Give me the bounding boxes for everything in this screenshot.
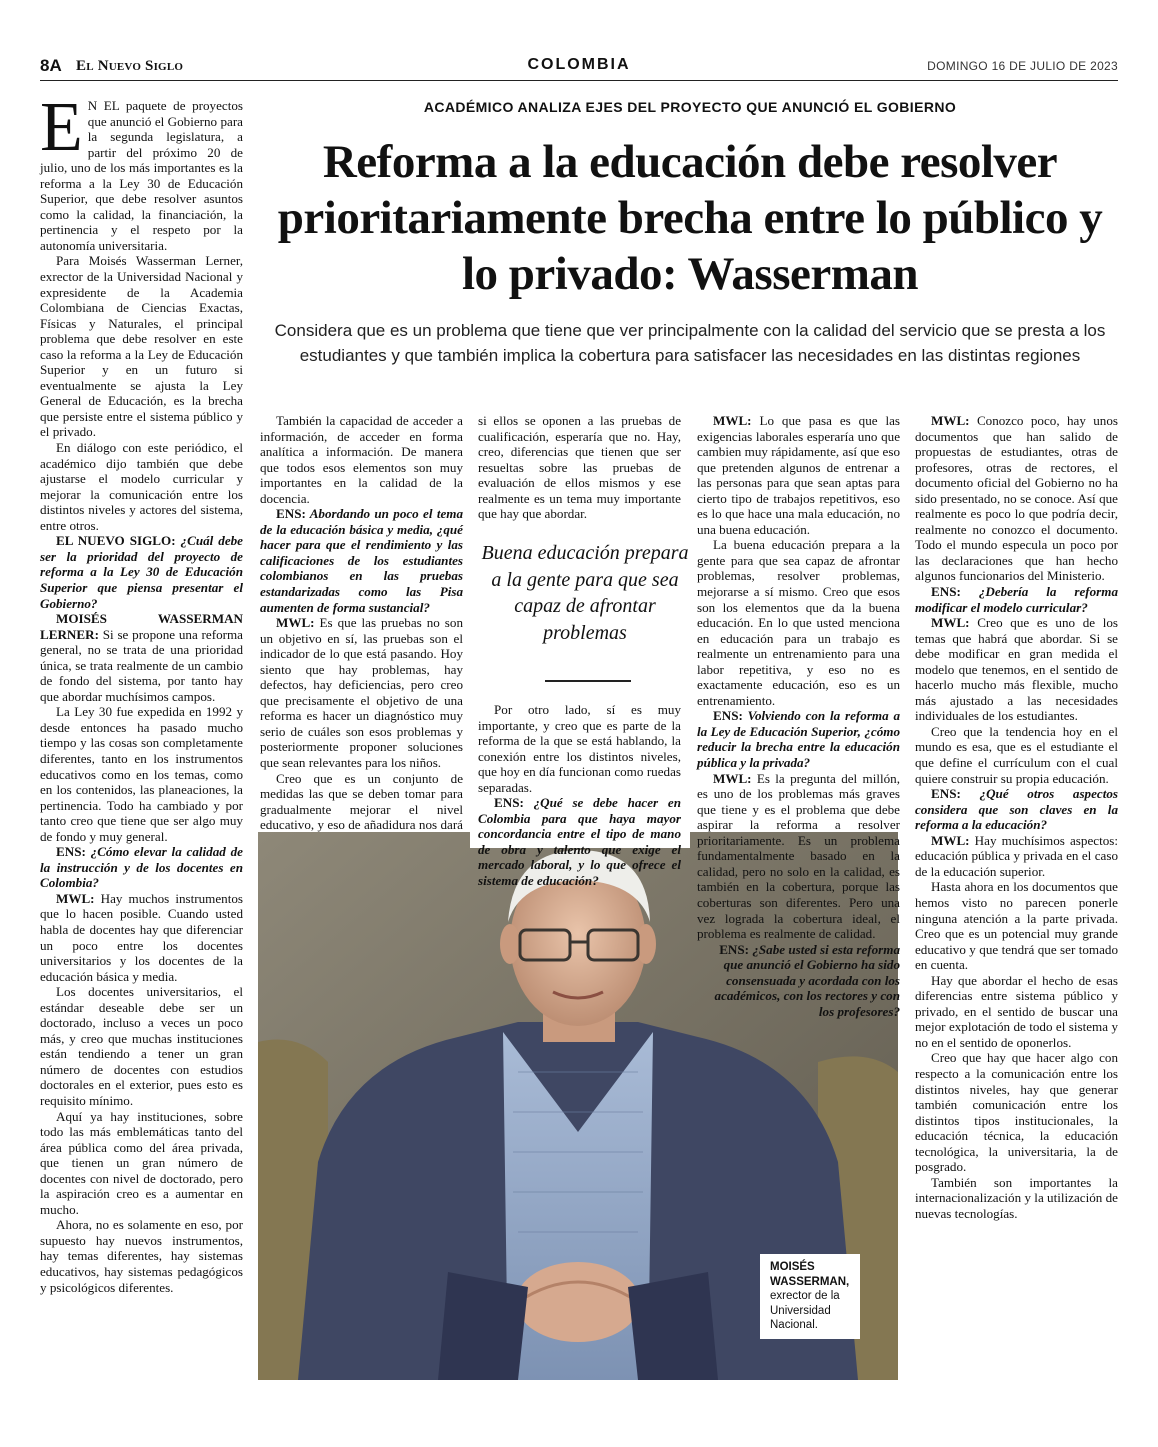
question: ENS: Volviendo con la reforma a la Ley de Educación Superior, ¿cómo reducir la brecha entre la educación pública y la privada? [697, 708, 900, 771]
column-1 [40, 89, 243, 1295]
paragraph: Para Moisés Wasserman Lerner, exrector de la Universidad Nacional y expresidente de la Academia Colombiana de Ciencias Exactas, Físicas y Naturales, el principal problema que debe resolver en este caso la reforma a la Ley de Educación Superior y en un futuro si eventualmente se ajusta la Ley General de Educación, es la brecha que persiste entre el sistema público y el privado. [40, 253, 243, 440]
paragraph: Ahora, no es solamente en eso, por supuesto hay nuevos instrumentos, hay temas diferentes, hay sistemas educativos, hay sistemas pedagógicos y psicológicos diferentes. [40, 1217, 243, 1295]
question: ENS: Abordando un poco el tema de la educación básica y media, ¿qué hacer para que el rendimiento y las calificaciones de los estudiantes colombianos en las pruebas estandarizadas como las Pisa aumenten de forma sustancial? [260, 506, 463, 615]
paragraph: Creo que la tendencia hoy en el mundo es esa, que es el estudiante el que define el currículum con el cual quiere construir su propia educación. [915, 723, 1118, 786]
question: EL NUEVO SIGLO: ¿Cuál debe ser la prioridad del proyecto de reforma a la Ley 30 de Educación Superior que piensa presentar el Gobierno? [40, 533, 243, 611]
paragraph: Creo que hay que hacer algo con respecto a la comunicación entre los distintos niveles, hay que generar también comunicación entre los distintos tipos institucionales, la educación técnica, la educación tecnológica, la universitaria, la de posgrado. [915, 1050, 1118, 1175]
paragraph: Los docentes universitarios, el estándar deseable debe ser un doctorado, incluso a veces un poco más, y creo que muchas instituciones están tendiendo a tener un gran número de docentes con estudios doctorales en el exterior, pues esto es requisito mínimo. [40, 984, 243, 1108]
question: ENS: ¿Cómo elevar la calidad de la instrucción y de los docentes en Colombia? [40, 844, 243, 891]
paragraph: En diálogo con este periódico, el académico dijo también que debe ajustarse el modelo curricular y mejorar la comunicación entre los distintos niveles y actores del sistema, entre otros. [40, 440, 243, 533]
headline: Reforma a la educación debe resolver prioritariamente brecha entre lo público y lo privado: Wasserman [277, 136, 1103, 300]
paragraph: La Ley 30 fue expedida en 1992 y desde entonces ha pasado mucho tiempo y las cosas son completamente diferentes, tanto en los instrumentos educativos como en los temas, como en los contenidos, las planeaciones, la pertinencia. Todo ha cambiado y por tanto creo que tiene que ser algo muy de fondo y muy general. [40, 704, 243, 844]
paragraph: Creo que es un conjunto de medidas las que se deben tomar para gradualmente mejorar el nivel educativo, y eso de añadidura nos dará [260, 770, 463, 833]
paragraph: Hay que abordar el hecho de esas diferencias entre sistema público y privado, en el sentido de buscar una mejor explotación de todo el sistema y no en el sentido de oponerlos. [915, 972, 1118, 1050]
answer: MWL: Hay muchísimos aspectos: educación pública y privada en el caso de la educación superior. [915, 832, 1118, 879]
drop-cap: E [40, 89, 83, 166]
caption-role: exrector de la Universidad Nacional. [770, 1290, 840, 1331]
caption-name: MOISÉS WASSERMAN, [770, 1261, 850, 1288]
answer: MWL: Es que las pruebas no son un objetivo en sí, las pruebas son el indicador de lo que está pasando. Hoy siento que hay problemas, hay defectos, hay deficiencias, pero creo que precisamente el objetivo de una reforma es hacer un diagnóstico muy serio de cuáles son esos problemas y posteriormente proponer soluciones que sean relevantes para los niños. [260, 615, 463, 771]
column-5 [915, 413, 1118, 1221]
paragraph: La buena educación prepara a la gente para que sea capaz de afrontar problemas, resolver problemas, mejorarse a sí mismo. Creo que esos son los elementos que da la buena educación. En lo que usted menciona en educación para un trabajo es realmente un entrenamiento para una labor repetitiva, y eso no es exactamente educación, eso es un entrenamiento. [697, 537, 900, 708]
answer: MWL: Creo que es uno de los temas que habrá que abordar. Si se debe modificar en gran medida el modelo que tenemos, en el sentido de hacerlo mucho más flexible, mucho más ajustado a las necesidades individuales de los estudiantes. [915, 615, 1118, 724]
section-name: COLOMBIA [527, 56, 631, 73]
column-3-top [478, 413, 681, 522]
column-4 [697, 413, 900, 1019]
lead-paragraph: E N EL paquete de proyectos que anunció el Gobierno para la segunda legislatura, a partir del próximo 20 de julio, uno de los más importantes es la reforma a la Ley 30 de Educación Superior, que debe resolver asuntos como la calidad, la financiación, la pertinencia y el respeto por la autonomía universitaria. [40, 89, 243, 253]
kicker: ACADÉMICO ANALIZA EJES DEL PROYECTO QUE ANUNCIÓ EL GOBIERNO [423, 99, 957, 115]
masthead [40, 56, 1118, 78]
question: ENS: ¿Sabe usted si esta reforma que anunció el Gobierno ha sido consensuada y acordada con los académicos, con los rectores y con los profesores? [714, 941, 900, 1019]
deck: Considera que es un problema que tiene que ver principalmente con la calidad del servicio que se presta a los estudiantes y que también implica la cobertura para satisfacer las necesidades en las distintas regiones [274, 321, 1106, 365]
answer: MWL: Conozco poco, hay unos documentos que han salido de propuestas de estudiantes, otras de profesores, otras de rectores, el documento oficial del Gobierno no ha sido presentado, no se conoce. Así que realmente es poco lo que podría decir, realmente no conozco el documento. Todo el mundo especula un poco por las declaraciones que han hecho algunos funcionarios del Ministerio. [915, 413, 1118, 584]
answer: MWL: Lo que pasa es que las exigencias laborales esperaría uno que cambien muy rápidamente, así que eso que pretenden algunos de entrenar a las personas para que sean aptas para cierto tipo de trabajos repetitivos, eso es lo que hace una mala educación, no una buena educación. [697, 413, 900, 537]
photo-caption [760, 1254, 860, 1339]
paragraph: Hasta ahora en los documentos que hemos visto no parecen ponerle ninguna atención a la parte privada. Creo que es un potencial muy grande educativo y que tendrá que ser tomado en cuenta. [915, 879, 1118, 973]
pull-quote-rule [545, 680, 631, 682]
paragraph: Aquí ya hay instituciones, sobre todo las más emblemáticas tanto del área pública como del área privada, que tienen un gran número de docentes con nivel de doctorado, pero la aspiración creo es a aumentar en mucho. [40, 1108, 243, 1217]
paragraph: si ellos se oponen a las pruebas de cualificación, esperaría que no. Hay, creo, diferencias que tienen que ser resueltas sobre las pruebas de evaluación de ellos mismos y ese realmente es un tema muy importante que hay que abordar. [478, 413, 681, 522]
paragraph: También la capacidad de acceder a información, de acceder en forma analítica a información. De manera que todos esos elementos son muy importantes en la calidad de la docencia. [260, 413, 463, 506]
page-number: 8A [40, 56, 62, 75]
question: ENS: ¿Qué otros aspectos considera que son claves en la reforma a la educación? [915, 786, 1118, 833]
pull-quote: Buena educación prepara a la gente para que sea capaz de afrontar problemas [481, 542, 689, 644]
paragraph: También son importantes la internacionalización y la utilización de nuevas tecnologías. [915, 1174, 1118, 1221]
answer: MOISÉS WASSERMAN LERNER: Si se propone una reforma general, no se trata de una prioridad única, se trata realmente de un cambio de fondo del sistema, por tanto hay que abordar muchísimos campos. [40, 611, 243, 704]
dateline: DOMINGO 16 DE JULIO DE 2023 [927, 59, 1118, 73]
paper-name: El Nuevo Siglo [76, 58, 184, 74]
paragraph: Por otro lado, sí es muy importante, y creo que es parte de la reforma de la que se está hablando, la conexión entre los distintos niveles, que hoy en día funcionan como ruedas separadas. [478, 702, 681, 795]
answer: MWL: Es la pregunta del millón, es uno de los problemas más graves que tiene y es el problema que debe aspirar la reforma a resolver prioritariamente. Es un problema fundamentalmente basado en la calidad, pero no solo en la calidad, es también en la cobertura, porque las coberturas son diferentes. Pero una vez lograda la cobertura ideal, el problema es realmente de calidad. [697, 770, 900, 942]
question: ENS: ¿Debería la reforma modificar el modelo curricular? [915, 584, 1119, 615]
masthead-rule [40, 80, 1118, 81]
question: ENS: ¿Qué se debe hacer en Colombia para que haya mayor concordancia entre el tipo de mano de obra y talento que exige el mercado laboral, y lo que ofrece el sistema de educación? [478, 795, 681, 889]
column-3-bottom [478, 702, 681, 889]
answer: MWL: Hay muchos instrumentos que lo hacen posible. Cuando usted habla de docentes hay que diferenciar un poco entre los docentes universitarios y los docentes de la educación básica y media. [40, 890, 243, 984]
